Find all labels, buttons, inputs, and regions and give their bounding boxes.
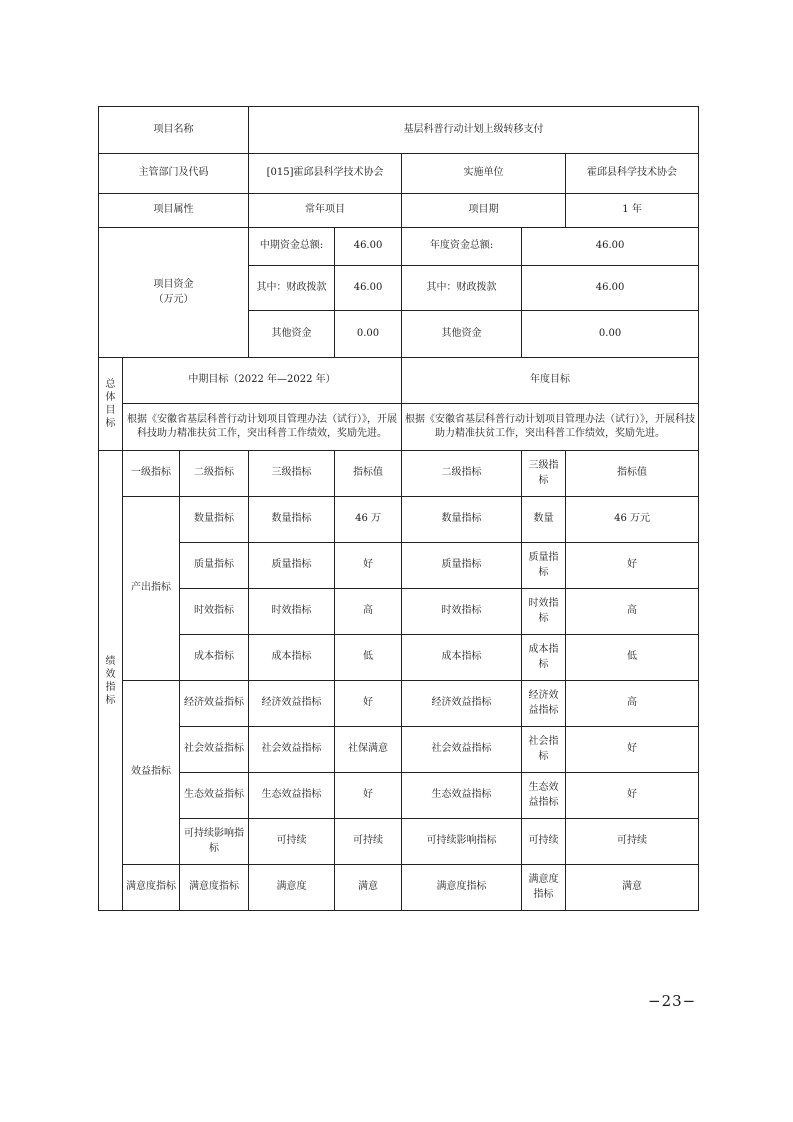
- level2-indicator-annual: 满意度指标: [402, 865, 522, 911]
- level2-indicator-annual: 质量指标: [402, 543, 522, 589]
- level2-indicator-mid: 社会效益指标: [180, 727, 249, 773]
- indicator-row: [99, 635, 699, 681]
- annual-total-value: 46.00: [522, 228, 699, 266]
- indicator-row: [99, 773, 699, 819]
- department-label: 主管部门及代码: [99, 154, 249, 194]
- project-name-value: 基层科普行动计划上级转移支付: [249, 107, 699, 154]
- mid-fiscal-label: 其中：财政拨款: [249, 266, 335, 311]
- level2-indicator-mid: 生态效益指标: [180, 773, 249, 819]
- level1-indicator: 效益指标: [123, 681, 180, 865]
- indicator-value-annual: 好: [566, 543, 699, 589]
- mid-total-value: 46.00: [335, 228, 402, 266]
- level3-indicator-mid: 数量指标: [249, 497, 335, 543]
- level3-indicator-annual: 数量: [522, 497, 566, 543]
- annual-total-label: 年度资金总额:: [402, 228, 522, 266]
- project-funds-label-line2: （万元）: [153, 293, 194, 305]
- overall-objectives-text: 总体目标: [105, 379, 116, 429]
- annual-objective-header: 年度目标: [402, 358, 699, 404]
- level2-indicator-annual: 生态效益指标: [402, 773, 522, 819]
- level1-indicator: 满意度指标: [123, 865, 180, 911]
- level1-indicator: 产出指标: [123, 497, 180, 681]
- department-value: [015]霍邱县科学技术协会: [249, 154, 402, 194]
- implementing-unit-label: 实施单位: [402, 154, 566, 194]
- level3-indicator-annual: 社会指标: [522, 727, 566, 773]
- level3-indicator-annual: 成本指标: [522, 635, 566, 681]
- page-number: −23−: [648, 992, 697, 1010]
- objectives-text-row: [99, 404, 699, 451]
- level2-indicator-mid: 成本指标: [180, 635, 249, 681]
- level3-indicator-mid: 质量指标: [249, 543, 335, 589]
- level3-indicator-annual: 可持续: [522, 819, 566, 865]
- project-period-label: 项目期: [402, 194, 566, 228]
- annual-other-value: 0.00: [522, 311, 699, 358]
- indicator-value-mid: 46 万: [335, 497, 402, 543]
- indicator-row: [99, 727, 699, 773]
- level3-indicator-mid: 可持续: [249, 819, 335, 865]
- annual-objective-text: 根据《安徽省基层科普行动计划项目管理办法（试行）》，开展科技助力精准扶贫工作，突出科普工作绩效，奖励先进。: [402, 404, 699, 451]
- performance-indicators-text: 绩效指标: [105, 655, 116, 706]
- level3-indicator-mid: 生态效益指标: [249, 773, 335, 819]
- annual-other-label: 其他资金: [402, 311, 522, 358]
- level2-indicator-mid: 经济效益指标: [180, 681, 249, 727]
- indicator-row: [99, 819, 699, 865]
- level2-indicator-mid: 时效指标: [180, 589, 249, 635]
- indicator-row: [99, 543, 699, 589]
- indicator-value-mid: 可持续: [335, 819, 402, 865]
- level2-indicator-annual: 社会效益指标: [402, 727, 522, 773]
- indicator-value-annual: 高: [566, 681, 699, 727]
- level3-indicator-annual: 时效指标: [522, 589, 566, 635]
- level2-indicator-mid: 数量指标: [180, 497, 249, 543]
- level3-indicator-mid: 成本指标: [249, 635, 335, 681]
- indicator-value-mid: 社保满意: [335, 727, 402, 773]
- indicator-value-annual: 好: [566, 773, 699, 819]
- indicator-header-row: [99, 451, 699, 497]
- objectives-header-row: [99, 358, 699, 404]
- header-level2-mid: 二级指标: [180, 451, 249, 497]
- department-row: [99, 154, 699, 194]
- project-name-label: 项目名称: [99, 107, 249, 154]
- performance-indicators-label: [99, 451, 123, 911]
- mid-other-label: 其他资金: [249, 311, 335, 358]
- overall-objectives-label: [99, 358, 123, 451]
- indicator-value-mid: 好: [335, 773, 402, 819]
- project-name-row: [99, 107, 699, 154]
- header-level1: 一级指标: [123, 451, 180, 497]
- indicator-value-mid: 好: [335, 543, 402, 589]
- indicator-value-annual: 46 万元: [566, 497, 699, 543]
- level3-indicator-mid: 社会效益指标: [249, 727, 335, 773]
- performance-target-table: [98, 106, 699, 911]
- indicator-value-mid: 高: [335, 589, 402, 635]
- indicator-value-annual: 可持续: [566, 819, 699, 865]
- indicator-row: [99, 497, 699, 543]
- level3-indicator-annual: 生态效益指标: [522, 773, 566, 819]
- implementing-unit-value: 霍邱县科学技术协会: [566, 154, 699, 194]
- level2-indicator-mid: 满意度指标: [180, 865, 249, 911]
- mid-total-label: 中期资金总额:: [249, 228, 335, 266]
- header-level3-annual: 三级指标: [522, 451, 566, 497]
- indicator-value-mid: 低: [335, 635, 402, 681]
- header-level2-annual: 二级指标: [402, 451, 522, 497]
- level2-indicator-annual: 成本指标: [402, 635, 522, 681]
- level2-indicator-annual: 可持续影响指标: [402, 819, 522, 865]
- level2-indicator-mid: 可持续影响指标: [180, 819, 249, 865]
- mid-objective-text: 根据《安徽省基层科普行动计划项目管理办法（试行）》，开展科技助力精准扶贫工作，突出科普工作绩效，奖励先进。: [123, 404, 402, 451]
- level3-indicator-mid: 时效指标: [249, 589, 335, 635]
- indicator-value-annual: 满意: [566, 865, 699, 911]
- project-attribute-label: 项目属性: [99, 194, 249, 228]
- project-attribute-value: 常年项目: [249, 194, 402, 228]
- indicator-row: [99, 681, 699, 727]
- mid-other-value: 0.00: [335, 311, 402, 358]
- attribute-row: [99, 194, 699, 228]
- annual-fiscal-value: 46.00: [522, 266, 699, 311]
- level2-indicator-annual: 数量指标: [402, 497, 522, 543]
- indicator-row: [99, 865, 699, 911]
- header-value-annual: 指标值: [566, 451, 699, 497]
- project-funds-label: [99, 228, 249, 358]
- level2-indicator-mid: 质量指标: [180, 543, 249, 589]
- indicator-value-annual: 高: [566, 589, 699, 635]
- indicator-value-mid: 好: [335, 681, 402, 727]
- level3-indicator-annual: 满意度指标: [522, 865, 566, 911]
- level3-indicator-mid: 经济效益指标: [249, 681, 335, 727]
- indicator-value-annual: 好: [566, 727, 699, 773]
- header-level3-mid: 三级指标: [249, 451, 335, 497]
- indicator-value-annual: 低: [566, 635, 699, 681]
- level2-indicator-annual: 时效指标: [402, 589, 522, 635]
- annual-fiscal-label: 其中：财政拨款: [402, 266, 522, 311]
- header-value-mid: 指标值: [335, 451, 402, 497]
- mid-fiscal-value: 46.00: [335, 266, 402, 311]
- project-funds-label-line1: 项目资金: [153, 279, 194, 290]
- level3-indicator-annual: 质量指标: [522, 543, 566, 589]
- funds-total-row: [99, 228, 699, 266]
- level3-indicator-mid: 满意度: [249, 865, 335, 911]
- level2-indicator-annual: 经济效益指标: [402, 681, 522, 727]
- project-period-value: 1 年: [566, 194, 699, 228]
- indicator-value-mid: 满意: [335, 865, 402, 911]
- mid-objective-header: 中期目标（2022 年—2022 年）: [123, 358, 402, 404]
- level3-indicator-annual: 经济效益指标: [522, 681, 566, 727]
- indicator-row: [99, 589, 699, 635]
